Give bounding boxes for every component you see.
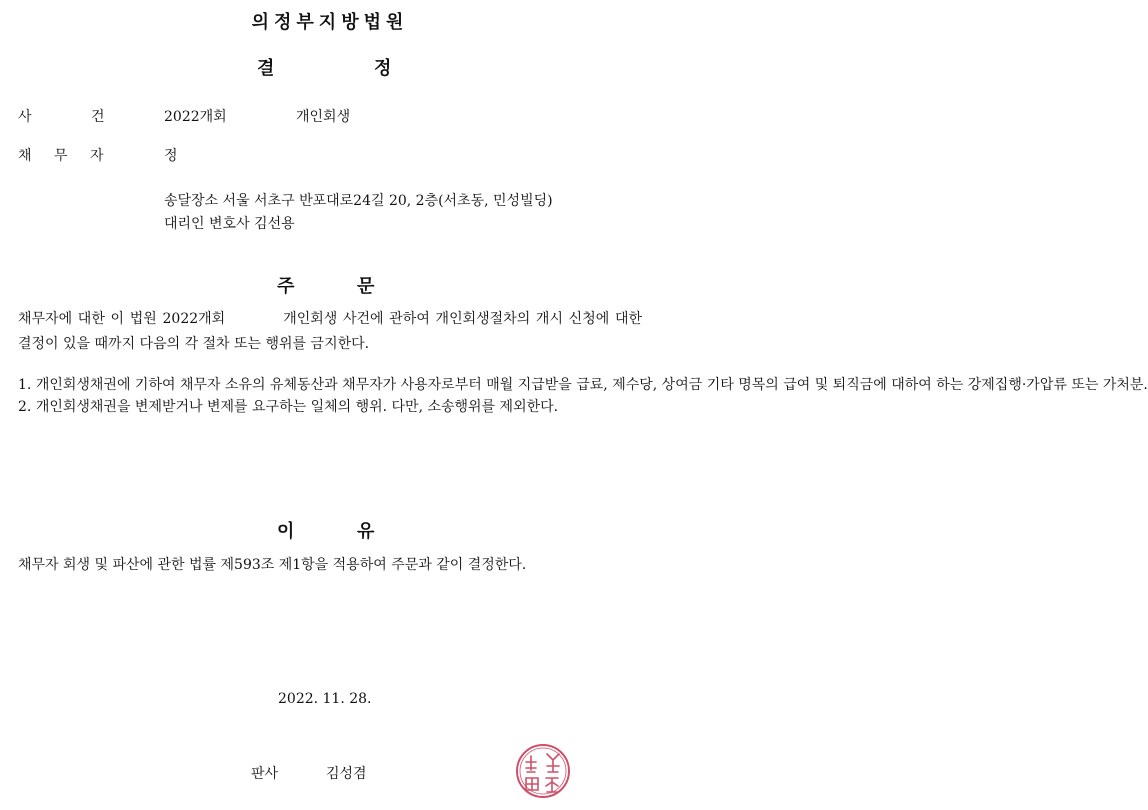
decision-date: 2022. 11. 28.	[278, 691, 372, 707]
case-label: 사 건	[18, 109, 105, 125]
order-heading-right: 문	[357, 276, 375, 297]
agent: 대리인 변호사 김선용	[164, 216, 295, 232]
judge-name: 김성겸	[326, 766, 367, 782]
order-heading-left: 주	[277, 276, 295, 297]
order-list	[18, 374, 1148, 418]
title-right: 정	[374, 58, 392, 79]
court-name: 의정부지방법원	[251, 12, 409, 33]
order-text: 채무자에 대한 이 법원 2022개회 개인회생 사건에 관하여 개인회생절차의 개시 신청에 대한 결정이 있을 때까지 다음의 각 절차 또는 행위를 금지한다.	[18, 311, 642, 352]
case-name: 개인회생	[296, 109, 351, 125]
list-item: 1. 개인회생채권에 기하여 채무자 소유의 유체동산과 채무자가 사용자로부터 매월 지급받을 급료, 제수당, 상여금 기타 명목의 급여 및 퇴직금에 대하여 하는 강제집행·가압류 또는 가처분.	[18, 377, 1148, 393]
court-seal-icon	[514, 742, 572, 800]
service-address: 송달장소 서울 서초구 반포대로24길 20, 2층(서초동, 민성빌딩)	[164, 193, 553, 209]
title-left: 결	[257, 58, 275, 79]
debtor-name: 정	[164, 148, 178, 164]
list-item: 2. 개인회생채권을 변제받거나 변제를 요구하는 일체의 행위. 다만, 소송행위를 제외한다.	[18, 399, 559, 415]
judge-label: 판사	[251, 766, 279, 782]
case-number: 2022개회	[164, 109, 227, 125]
reason-heading-left: 이	[277, 521, 295, 542]
reason-heading-right: 유	[357, 521, 375, 542]
reason-text: 채무자 회생 및 파산에 관한 법률 제593조 제1항을 적용하여 주문과 같이 결정한다.	[18, 557, 527, 573]
debtor-label: 채 무 자	[18, 148, 104, 164]
